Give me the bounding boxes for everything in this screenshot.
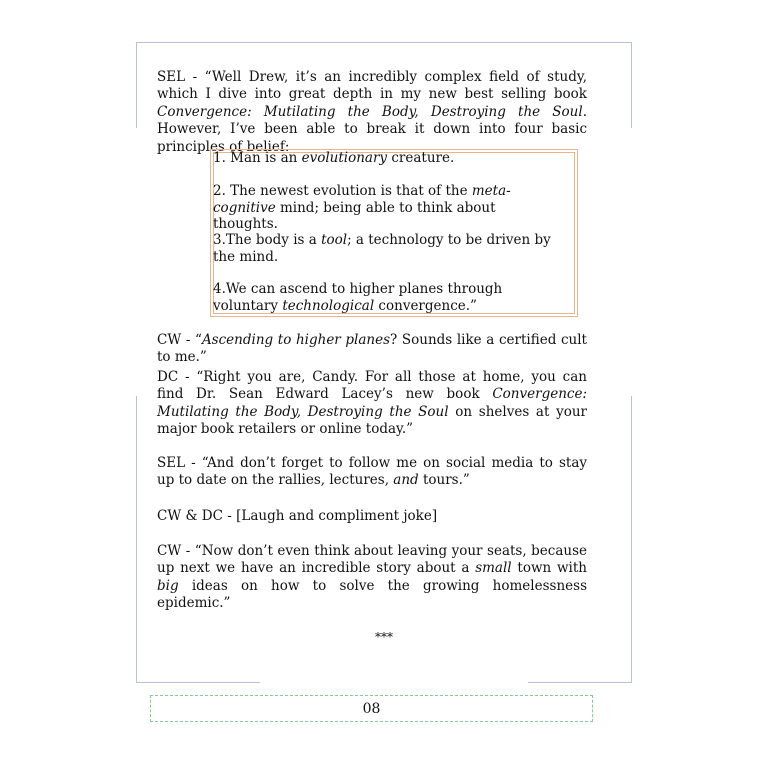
principle-text: ; a technology to be driven by the mind.: [213, 232, 551, 265]
page-number-footer: [150, 695, 593, 722]
emphasis: small: [475, 560, 512, 577]
page-frame-bottom-left: [136, 682, 260, 683]
paragraph-sel-social: [157, 455, 587, 490]
principle-emphasis: meta-cognitive: [213, 183, 511, 216]
paragraph-dc-book: [157, 369, 587, 439]
principle-2: [213, 183, 563, 233]
principle-emphasis: technological: [282, 297, 375, 314]
paragraph-text: CW - “Now don’t even think about leaving your seats, because up next we have an incredible story about a: [157, 543, 587, 577]
paragraph-text: ideas on how to solve the growing homelessness epidemic.”: [157, 577, 587, 612]
paragraph-laugh: CW & DC - [Laugh and compliment joke]: [157, 508, 438, 524]
principle-emphasis: evolutionary: [301, 150, 388, 166]
principle-text: creature.: [387, 150, 455, 166]
page-frame-right: [631, 42, 632, 128]
paragraph-cw-cult: [157, 332, 587, 367]
speaker-label: CW - “: [157, 332, 202, 348]
principle-emphasis: tool: [321, 232, 348, 248]
page-frame-bottom-right: [528, 682, 632, 683]
principle-text: mind; being able to think about thoughts.: [213, 199, 496, 232]
paragraph-text: town with: [511, 560, 587, 577]
book-title: Convergence: Mutilating the Body, Destroying the Soul: [157, 103, 583, 120]
paragraph-text: . However, I’ve been able to break it down into four basic principles of belief:: [157, 103, 587, 155]
book-title: Convergence: Mutilating the Body, Destroying the Soul: [157, 386, 587, 420]
paragraph-text: DC - “Right you are, Candy. For all those at home, you can find Dr. Sean Edward Lacey’s new book: [157, 369, 587, 403]
emphasis: Ascending to higher planes: [201, 332, 391, 348]
principle-4: [213, 281, 563, 314]
page-frame-left: [136, 42, 137, 128]
paragraph-text: SEL - “And don’t forget to follow me on social media to stay up to date on the rallies, lectures,: [157, 455, 587, 489]
principle-1: [213, 150, 563, 167]
principle-3: [213, 232, 563, 265]
paragraph-text: “Well Drew, it’s an incredibly complex field of study, which I dive into great depth in my new best selling book: [157, 69, 587, 103]
emphasis: and: [393, 472, 419, 489]
principle-text: 3.The body is a: [213, 232, 322, 248]
scene-break: ***: [375, 630, 393, 644]
principle-text: 1. Man is an: [213, 150, 302, 166]
principle-text: convergence.”: [374, 297, 477, 314]
paragraph-sel-intro: [157, 69, 587, 156]
emphasis: big: [157, 577, 179, 594]
page-frame-top: [136, 42, 632, 43]
paragraph-text: tours.”: [418, 472, 470, 489]
speaker-label: SEL -: [157, 69, 205, 85]
paragraph-text: on shelves at your major book retailers or online today.”: [157, 403, 587, 438]
paragraph-text: ? Sounds like a certified cult to me.”: [157, 332, 587, 366]
principle-text: 2. The newest evolution is that of the: [213, 183, 472, 199]
paragraph-cw-next: [157, 543, 587, 613]
principle-text: 4.We can ascend to higher planes through voluntary: [213, 281, 503, 314]
page-number: 08: [362, 700, 381, 717]
